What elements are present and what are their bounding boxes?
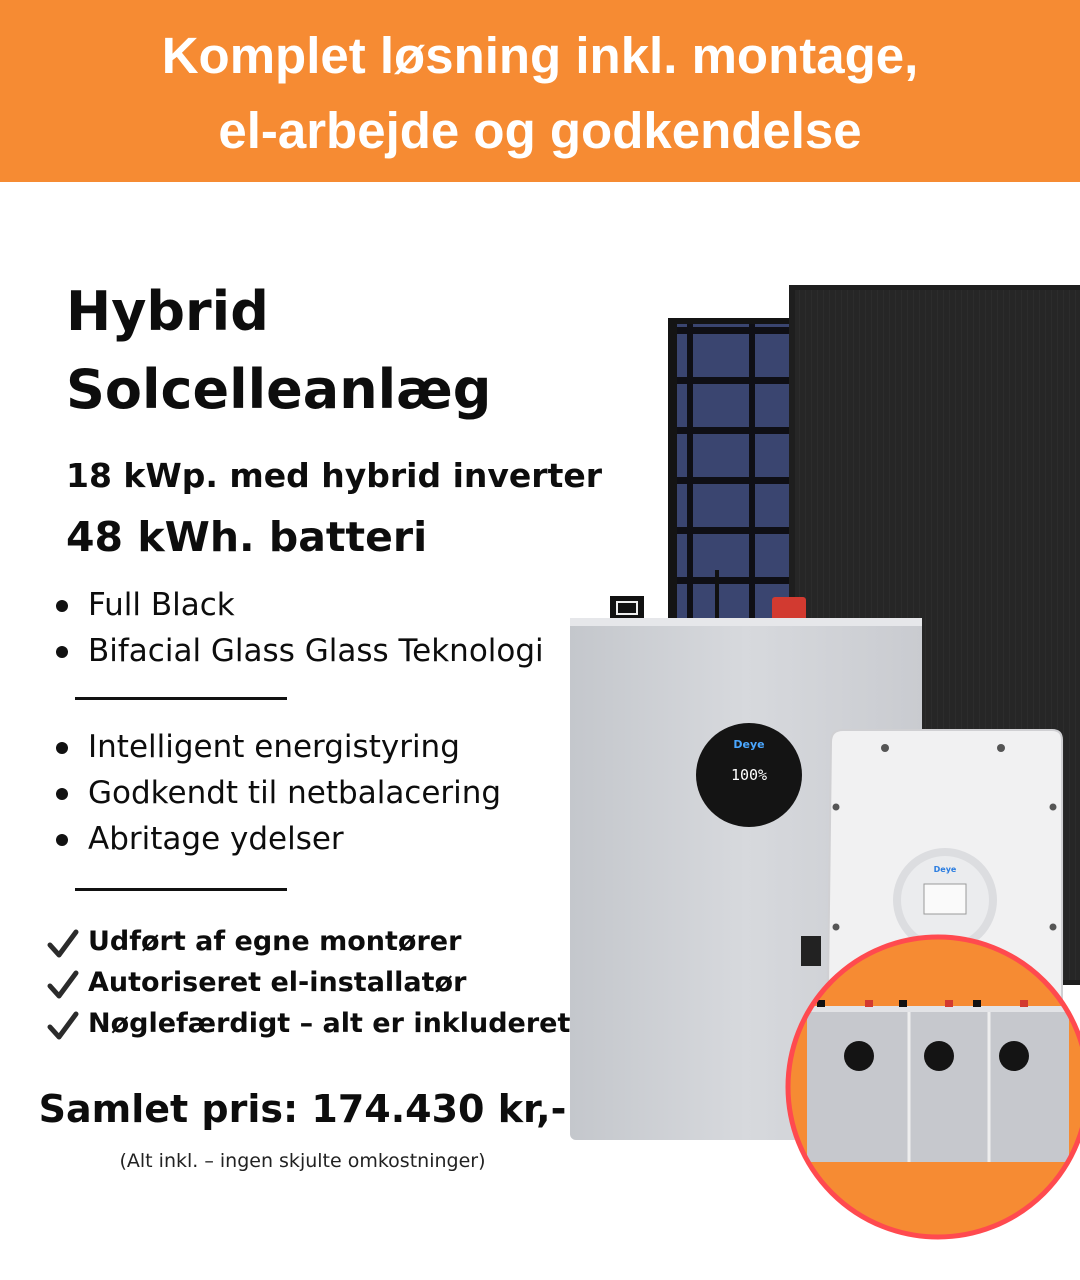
product-title-line-1: Hybrid — [66, 280, 269, 343]
bullet-dot-icon — [56, 834, 68, 846]
checkmark-icon — [47, 928, 79, 960]
product-subtitle-capacity: 18 kWp. med hybrid inverter — [66, 456, 603, 495]
total-price: Samlet pris: 174.430 kr,- — [38, 1087, 567, 1131]
bullet-dot-icon — [56, 600, 68, 612]
bullet-dot-icon — [56, 646, 68, 658]
product-title-line-2: Solcelleanlæg — [66, 358, 492, 421]
checkmark-icon — [47, 969, 79, 1001]
solar-panel-blue — [668, 318, 798, 638]
bullet-dot-icon — [56, 788, 68, 800]
feature-item: Abritage ydelser — [0, 816, 501, 862]
price-note: (Alt inkl. – ingen skjulte omkostninger) — [119, 1150, 486, 1172]
feature-item: Intelligent energistyring — [0, 724, 501, 770]
banner-line-2: el-arbejde og godkendelse — [218, 102, 862, 159]
svg-text:Deye: Deye — [733, 738, 765, 751]
bullet-dot-icon — [56, 742, 68, 754]
feature-item: Full Black — [0, 582, 544, 628]
feature-item: Bifacial Glass Glass Teknologi — [0, 628, 544, 674]
feature-item: Godkendt til netbalacering — [0, 770, 501, 816]
product-subtitle-battery: 48 kWh. batteri — [66, 513, 428, 561]
checkmark-icon — [47, 1010, 79, 1042]
product-illustration — [565, 280, 1080, 1250]
feature-list-panels — [0, 582, 544, 674]
feature-list-system — [0, 724, 501, 862]
header-banner — [0, 0, 1080, 182]
svg-text:100%: 100% — [730, 766, 768, 784]
svg-text:Deye: Deye — [933, 865, 957, 874]
divider — [75, 888, 287, 891]
divider — [75, 697, 287, 700]
banner-line-1: Komplet løsning inkl. montage, — [161, 27, 919, 84]
